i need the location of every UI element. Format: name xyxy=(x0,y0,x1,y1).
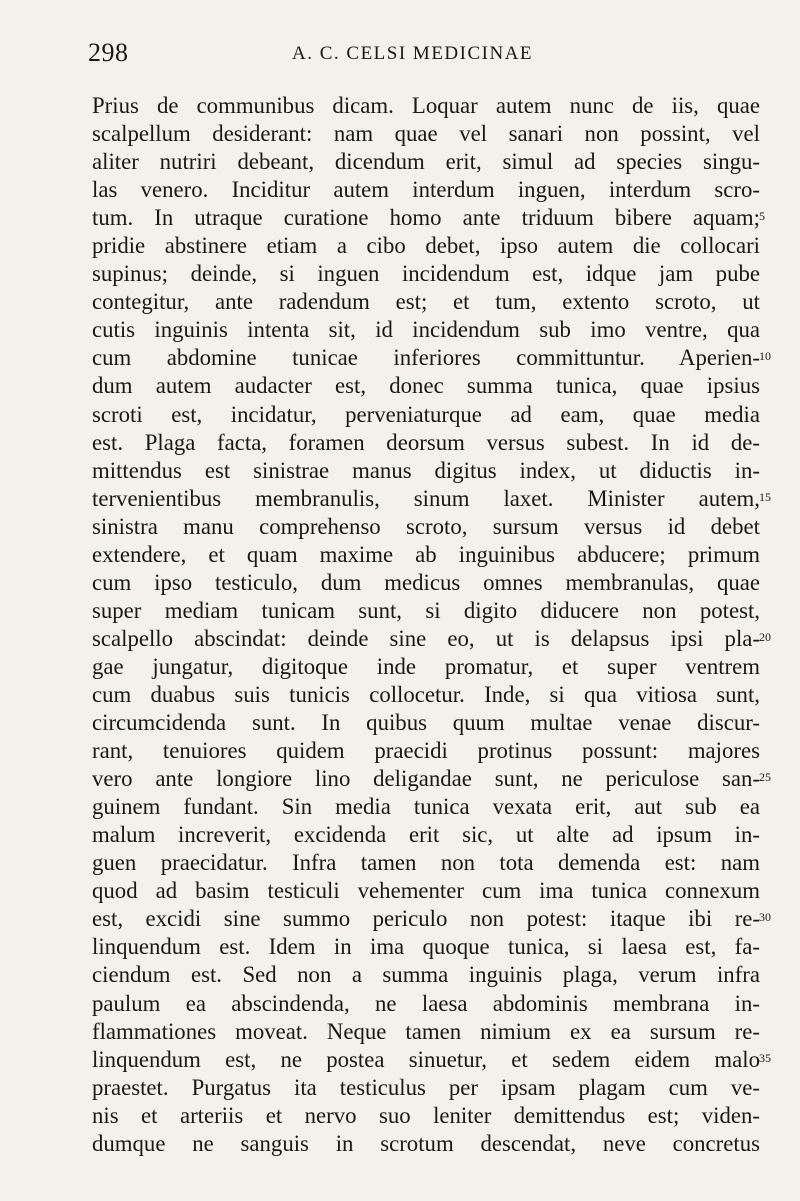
text-line xyxy=(92,1130,768,1158)
line-text: circumcidenda sunt. In quibus quum multae venae discur- xyxy=(92,710,760,736)
line-text: supinus; deinde, si inguen incidendum est, idque jam pube xyxy=(92,261,760,287)
text-line xyxy=(92,990,768,1018)
line-text: tum. In utraque curatione homo ante triduum bibere aquam; xyxy=(92,205,760,231)
page-header xyxy=(88,38,778,72)
text-line xyxy=(92,793,768,821)
text-line xyxy=(92,344,771,372)
line-text: Prius de communibus dicam. Loquar autem nunc de iis, quae xyxy=(92,93,760,118)
line-text: aliter nutriri debeant, dicendum erit, simul ad species singu- xyxy=(92,149,760,175)
text-line xyxy=(92,569,768,597)
line-text: cutis inguinis intenta sit, id incidendum sub imo ventre, qua xyxy=(92,317,760,343)
text-line xyxy=(92,541,768,569)
text-line xyxy=(92,681,768,709)
text-line xyxy=(92,1018,768,1046)
line-text: cum duabus suis tunicis collocetur. Inde, si qua vitiosa sunt, xyxy=(92,681,760,707)
line-text: tervenientibus membranulis, sinum laxet. Minister autem, xyxy=(92,485,760,511)
line-text: guen praecidatur. Infra tamen non tota demenda est: nam xyxy=(92,850,760,876)
line-text: flammationes moveat. Neque tamen nimium ex ea sursum re- xyxy=(92,1018,760,1044)
line-text: scroti est, incidatur, perveniaturque ad eam, quae media xyxy=(92,401,760,427)
running-title: A. C. CELSI MEDICINAE xyxy=(292,43,534,64)
text-line xyxy=(92,232,768,260)
line-text: mittendus est sinistrae manus digitus index, ut diductis in- xyxy=(92,457,760,483)
line-text: contegitur, ante radendum est; et tum, extento scroto, ut xyxy=(92,289,760,315)
line-number: 5 xyxy=(759,209,765,224)
line-text: praestet. Purgatus ita testiculus per ipsam plagam cum ve- xyxy=(92,1074,760,1100)
text-line xyxy=(92,1046,771,1074)
text-line xyxy=(92,597,768,625)
text-line xyxy=(92,821,768,849)
text-line xyxy=(92,148,768,176)
line-text: vero ante longiore lino deligandae sunt, ne periculose san- xyxy=(92,766,760,792)
line-text: paulum ea abscindenda, ne laesa abdominis membrana in- xyxy=(92,990,760,1016)
text-line xyxy=(92,1102,768,1130)
line-text: pridie abstinere etiam a cibo debet, ipso autem die collocari xyxy=(92,233,760,259)
body-text xyxy=(92,92,771,1158)
page-number: 298 xyxy=(88,38,129,67)
text-line xyxy=(92,653,768,681)
line-text: est, excidi sine summo periculo non potest: itaque ibi re- xyxy=(92,906,760,932)
line-number: 20 xyxy=(759,629,771,644)
line-text: scalpellum desiderant: nam quae vel sanari non possint, vel xyxy=(92,121,760,147)
text-line xyxy=(92,849,768,877)
line-text: nis et arteriis et nervo suo leniter demittendus est; viden- xyxy=(92,1102,760,1128)
text-line xyxy=(92,204,768,232)
line-text: dumque ne sanguis in scrotum descendat, neve concretus xyxy=(92,1130,760,1156)
text-line xyxy=(92,429,768,457)
text-line xyxy=(92,625,771,653)
line-number: 25 xyxy=(759,770,771,785)
text-line xyxy=(92,877,768,905)
line-text: dum autem audacter est, donec summa tunica, quae ipsius xyxy=(92,373,760,399)
line-text: sinistra manu comprehenso scroto, sursum versus id debet xyxy=(92,513,760,539)
line-text: quod ad basim testiculi vehementer cum ima tunica connexum xyxy=(92,878,760,904)
line-text: ciendum est. Sed non a summa inguinis plaga, verum infra xyxy=(92,962,760,988)
text-line xyxy=(92,372,768,400)
line-text: malum increverit, excidenda erit sic, ut alte ad ipsum in- xyxy=(92,822,760,848)
text-line xyxy=(92,933,768,961)
line-text: las venero. Inciditur autem interdum inguen, interdum scro- xyxy=(92,177,760,203)
line-number: 35 xyxy=(759,1050,771,1065)
text-line xyxy=(92,513,768,541)
text-line xyxy=(92,485,771,513)
line-text: scalpello abscindat: deinde sine eo, ut is delapsus ipsi pla- xyxy=(92,625,760,651)
text-line xyxy=(92,120,768,148)
text-line xyxy=(92,92,768,120)
line-text: guinem fundant. Sin media tunica vexata erit, aut sub ea xyxy=(92,794,760,820)
text-line xyxy=(92,176,768,204)
text-line xyxy=(92,765,771,793)
line-text: linquendum est. Idem in ima quoque tunica, si laesa est, fa- xyxy=(92,934,760,960)
text-line xyxy=(92,737,768,765)
line-text: extendere, et quam maxime ab inguinibus abducere; primum xyxy=(92,541,760,567)
line-text: super mediam tunicam sunt, si digito diducere non potest, xyxy=(92,597,760,623)
text-line xyxy=(92,1074,768,1102)
text-line xyxy=(92,316,768,344)
line-text: est. Plaga facta, foramen deorsum versus subest. In id de- xyxy=(92,429,760,455)
text-line xyxy=(92,260,768,288)
line-number: 15 xyxy=(759,489,771,504)
text-line xyxy=(92,457,768,485)
line-number: 30 xyxy=(759,910,771,925)
line-text: cum ipso testiculo, dum medicus omnes membranulas, quae xyxy=(92,569,760,595)
line-text: linquendum est, ne postea sinuetur, et sedem eidem malo xyxy=(92,1046,760,1072)
line-text: cum abdomine tunicae inferiores committuntur. Aperien- xyxy=(92,345,760,371)
text-line xyxy=(92,905,771,933)
line-text: rant, tenuiores quidem praecidi protinus possunt: majores xyxy=(92,738,760,764)
text-line xyxy=(92,961,768,989)
line-number: 10 xyxy=(759,349,771,364)
line-text: gae jungatur, digitoque inde promatur, et super ventrem xyxy=(92,653,760,679)
text-line xyxy=(92,709,768,737)
text-line xyxy=(92,401,768,429)
text-line xyxy=(92,288,768,316)
